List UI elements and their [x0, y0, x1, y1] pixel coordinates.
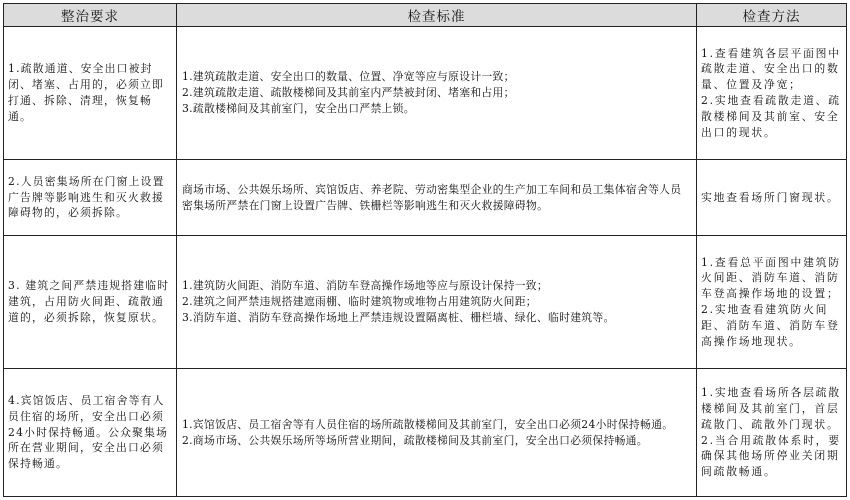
table-row [4, 27, 847, 160]
table-row [4, 160, 847, 236]
method-item: 1.实地查看场所各层疏散楼梯间及其前室门，首层疏散门、疏散外门现状。 [701, 386, 841, 431]
standard-item: 2.建筑疏散走道、疏散楼梯间及其前室内严禁被封闭、堵塞和占用； [182, 86, 515, 100]
requirement-cell: 4.宾馆饭店、员工宿舍等有人员住宿的场所，安全出口必须24小时保持畅通。公众聚集场所在营业期间，安全出口必须保持畅通。 [4, 369, 177, 497]
header-row [4, 4, 847, 27]
table-row [4, 369, 847, 497]
standard-item: 2.商场市场、公共娱乐场所等场所营业期间，疏散楼梯间及其前室门，安全出口必须保持畅通。 [182, 433, 648, 447]
standard-item: 3.消防车道、消防车登高操作场地上严禁违规设置隔离桩、栅栏墙、绿化、临时建筑等。 [182, 310, 615, 324]
standard-item: 1.建筑防火间距、消防车道、消防车登高操作场地等应与原设计保持一致； [182, 279, 548, 293]
standard-item: 1.宾馆饭店、员工宿舍等有人员住宿的场所疏散楼梯间及其前室门，安全出口必须24小时保持畅通。 [182, 417, 674, 431]
table-row [4, 236, 847, 369]
method-item: 1.查看总平面图中建筑防火间距、消防车道、消防车登高操作场地的设置； [701, 255, 841, 301]
header-requirement: 整治要求 [4, 4, 177, 27]
method-cell [697, 236, 847, 369]
header-standard: 检查标准 [177, 4, 697, 27]
requirement-cell: 3. 建筑之间严禁违规搭建临时建筑，占用防火间距、疏散通道的，必须拆除，恢复原状。 [4, 236, 177, 369]
standard-cell [177, 369, 697, 497]
standard-item: 2.建筑之间严禁违规搭建遮雨棚、临时建筑物或堆物占用建筑防火间距； [182, 295, 537, 309]
method-cell [697, 160, 847, 236]
inspection-table [3, 3, 847, 497]
method-item: 2.实地查看建筑防火间距、消防车道、消防车登高操作场地现状。 [701, 303, 840, 348]
standard-item: 商场市场、公共娱乐场所、宾馆饭店、养老院、劳动密集型企业的生产加工车间和员工集体宿舍等人员密集场所严禁在门窗上设置广告牌、铁栅栏等影响逃生和灭火救援障碍物。 [182, 182, 682, 212]
method-cell [697, 369, 847, 497]
requirement-cell: 2.人员密集场所在门窗上设置广告牌等影响逃生和灭火救援障碍物的，必须拆除。 [4, 160, 177, 236]
standard-cell [177, 160, 697, 236]
standard-item: 3.疏散楼梯间及其前室门，安全出口严禁上锁。 [182, 101, 415, 115]
method-item: 1.查看建筑各层平面图中疏散走道、安全出口的数量、位置及净宽； [701, 46, 841, 92]
requirement-cell: 1.疏散通道、安全出口被封闭、堵塞、占用的，必须立即打通、拆除、清理，恢复畅通。 [4, 27, 177, 160]
method-item: 实地查看场所门窗现状。 [701, 190, 840, 204]
standard-cell [177, 27, 697, 160]
standard-cell [177, 236, 697, 369]
method-item: 2.实地查看疏散走道、疏散楼梯间及其前室、安全出口的现状。 [701, 94, 841, 139]
method-item: 2.当合用疏散体系时，要确保其他场所停业关闭期间疏散畅通。 [701, 433, 841, 479]
method-cell [697, 27, 847, 160]
header-method: 检查方法 [697, 4, 847, 27]
standard-item: 1.建筑疏散走道、安全出口的数量、位置、净宽等应与原设计一致； [182, 70, 515, 84]
